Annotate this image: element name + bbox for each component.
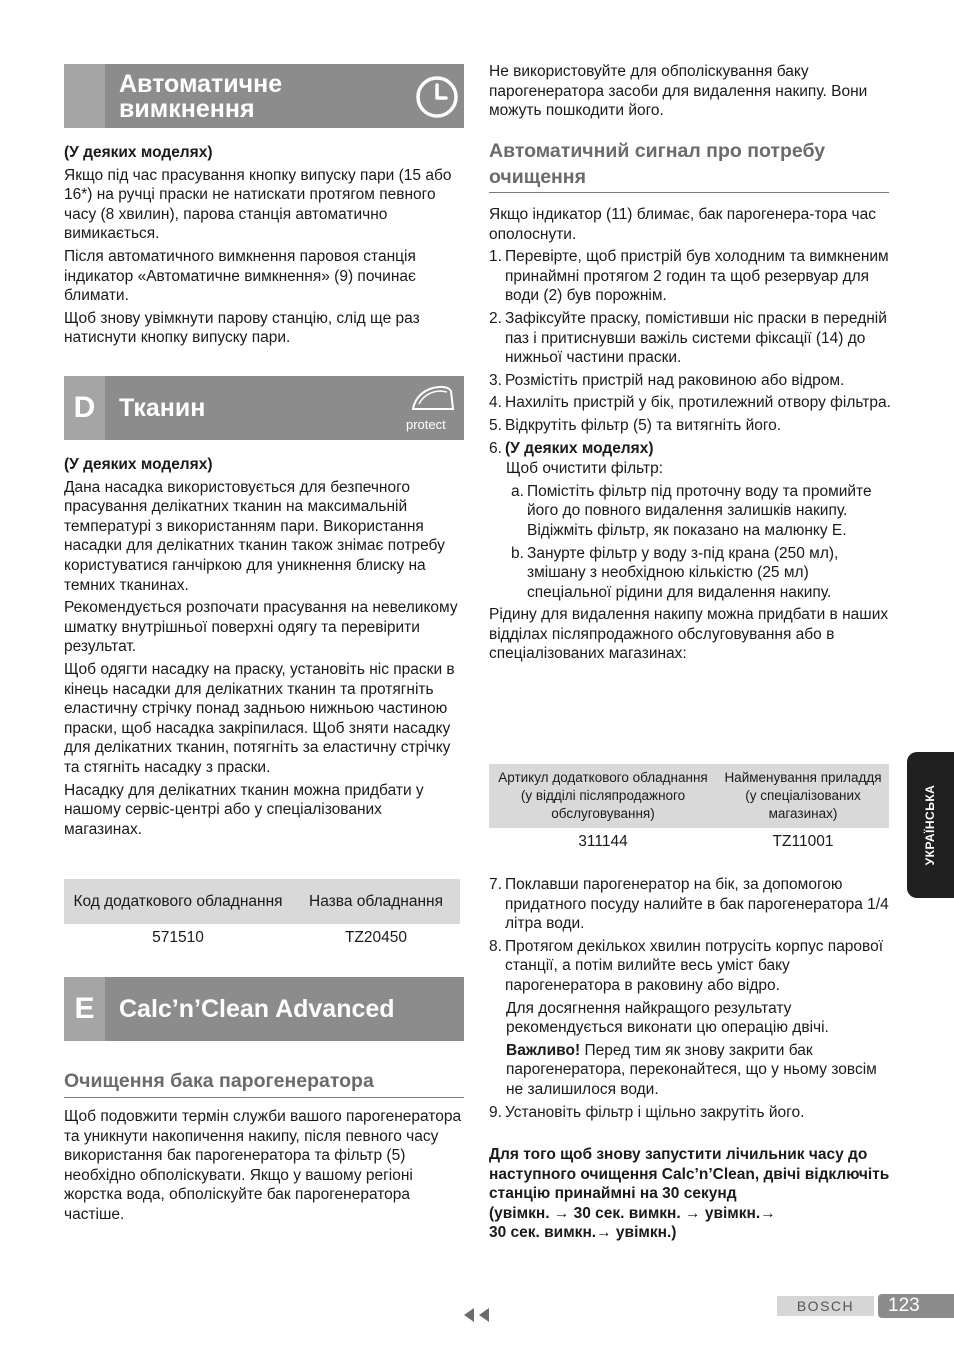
table-header-cell: Код додаткового обладнання [64,879,292,924]
calc-body [64,1107,464,1228]
fabric-body [64,455,464,842]
step-text: Протягом декількох хвилин потрусіть корпус парової станції, а потім вилийте весь уміст баку парогенератора в раковину або відро. [505,937,884,994]
title-line-2: вимкнення [119,95,255,123]
list-item [489,482,891,541]
section-letter: E [74,992,95,1026]
list-item [489,544,891,603]
step-number: 9. [489,1103,502,1121]
steps-block [489,205,891,667]
table-header-cell: Найменування приладдя (у спеціалізованих магазинах) [717,764,889,828]
clock-icon [415,75,459,119]
step-number: 4. [489,394,502,412]
section-header-auto-off [64,64,464,128]
section-title-calc-clean: Calc’n’Clean Advanced [119,995,395,1023]
protect-label: protect [406,417,446,432]
step-text: Помістіть фільтр під проточну воду та промийте його до повного видалення залишків накипу. Відіжміть фільтр, як показано на малюнку E. [527,482,872,539]
step-text: Поклавши парогенератор на бік, за допомогою придатного посуду налийте в бак парогенератора 1/4 літра води. [505,876,889,933]
page-number: 123 [878,1294,954,1318]
step-text: Для досягнення найкращого результату рекомендується виконати цю операцію двічі. [506,999,829,1037]
table-header-cell: Артикул додаткового обладнання (у відділі післяпродажного обслуговування) [489,764,717,828]
auto-off-body [64,143,464,351]
subheading-auto-signal: Автоматичний сигнал про потребу очищення [489,138,889,193]
step-text: Щоб очистити фільтр: [506,460,664,478]
list-item [489,875,891,934]
table-cell: TZ20450 [344,929,408,947]
list-item [489,247,891,306]
section-header-calc-clean [64,977,464,1041]
reset-sequence: (увімкн. → 30 сек. вимкн. → увімкн.→ [489,1204,776,1222]
step-text: Установіть фільтр і щільно закрутіть його. [505,1103,805,1121]
title-line-1: Автоматичне [119,70,283,98]
list-item [489,371,891,391]
paragraph: Якщо індикатор (11) блимає, бак парогенера-тора час ополоснути. [489,206,877,243]
model-note: (У деяких моделях) [64,144,213,161]
step-text: Розмістіть пристрій над раковиною або відром. [505,371,845,389]
reset-text: Для того щоб знову запустити лічильник часу до наступного очищення Calc’n’Clean, двічі відключіть станцію принаймні на 30 секунд [489,1146,890,1203]
step-number: 6. [489,439,502,457]
substep-letter: a. [511,482,524,500]
list-item [489,416,891,436]
brand-label: BOSCH [777,1296,874,1316]
paragraph: Щоб знову увімкнути парову станцію, слід ще раз натиснути кнопку випуску пари. [64,309,420,347]
list-item [489,1103,891,1123]
paragraph: Рідину для видалення накипу можна придбати в наших відділах післяпродажного обслуговування або в спеціалізованих магазинах: [489,606,889,663]
section-header-fabric [64,376,464,440]
table-header-row [64,879,460,924]
model-note: (У деяких моделях) [505,439,654,457]
model-note: (У деяких моделях) [64,456,213,473]
language-tab-label: УКРАЇНСЬКА [922,784,937,866]
step-number: 2. [489,309,502,327]
step-number: 1. [489,248,502,266]
iron-protect-icon [409,383,457,413]
table-header-row [489,764,889,828]
section-title-auto-off [119,72,282,122]
step-text: Нахиліть пристрій у бік, протилежний отвору фільтра. [505,394,891,412]
list-item [489,309,891,368]
paragraph: Після автоматичного вимкнення паровоя станція індикатор «Автоматичне вимкнення» (9) починає блимати. [64,247,416,305]
paragraph: Дана насадка використовується для безпечного прасування делікатних тканин на максимальній температурі з використанням пари. Використання насадки для делікатних тканин також знімає потребу користуватися ганчіркою для уникнення блиску на темних тканинах. [64,478,445,594]
paragraph: Щоб подовжити термін служби вашого парогенератора та уникнути накопичення накипу, після певного часу використання бак парогенератора та фільтр (5) необхідно обполіскувати. Якщо у вашому регіоні жорстка вода, обполіскуйте бак парогенератора частіше. [64,1108,462,1223]
fabric-accessory-table [64,879,460,952]
steps-block-2 [489,875,891,1125]
step-number: 3. [489,371,502,389]
table-cell: 571510 [152,929,204,947]
header-stripe [64,64,105,128]
descaler-accessory-table [489,764,889,856]
step-number: 5. [489,416,502,434]
paragraph: Рекомендується розпочати прасування на невеликому шматку внутрішньої поверхні одягу та перевірити результат. [64,599,458,656]
table-row [64,924,460,952]
step-text: Зафіксуйте праску, помістивши ніс праски в передній паз і притиснувши важіль системи фіксації (14) до нижньої частини праски. [505,309,887,367]
table-cell: TZ11001 [772,833,834,851]
important-note [489,1041,891,1100]
section-letter: D [73,391,96,425]
reset-sequence: 30 сек. вимкн.→ увімкн.) [489,1224,677,1242]
table-row [489,828,889,856]
step-text: Перевірте, щоб пристрій був холодним та вимкненим принаймні протягом 2 годин та щоб резервуар для води (2) був порожнім. [505,248,889,305]
paragraph: Насадку для делікатних тканин можна придбати у нашому сервіс-центрі або у спеціалізованих магазинах. [64,781,424,838]
paragraph: Не використовуйте для обполіскування баку парогенератора засоби для видалення накипу. Вони можуть пошкодити його. [489,63,868,120]
step-number: 7. [489,876,502,893]
step-number: 8. [489,937,502,955]
intro-block [489,62,891,124]
subheading-tank-cleaning: Очищення бака парогенератора [64,1068,464,1098]
substep-letter: b. [511,544,524,562]
double-arrow-left-icon [462,1307,492,1323]
important-label: Важливо! [506,1041,581,1059]
reset-instructions [489,1145,891,1243]
language-tab [907,752,954,898]
list-item [489,937,891,996]
step-text: Занурте фільтр у воду з-під крана (250 мл), змішану з необхідною кількістю (25 мл) спеціальної рідини для видалення накипу. [527,544,839,601]
important-text: Перед тим як знову закрити бак парогенератора, переконайтеся, що у ньому зовсім не залишилося води. [506,1041,877,1098]
section-title-fabric: Тканин [119,394,206,422]
list-item [489,439,891,459]
list-item [489,393,891,413]
paragraph: Щоб одягти насадку на праску, установіть ніс праски в кінець насадки для делікатних тканин та протягніть еластичну стрічку понад задньою нижньою частиною праски, щоб насадка закріпилася. Щоб зняти насадку для делікатних тканин, потягніть за еластичну стрічку та стягніть насадку з праски. [64,660,455,776]
table-cell: 311144 [578,833,628,851]
step-text: Відкрутіть фільтр (5) та витягніть його. [505,416,782,434]
paragraph: Якщо під час прасування кнопку випуску пари (15 або 16*) на ручці праски не натискати протягом певного часу (8 хвилин), парова станція автоматично вимикається. [64,166,452,243]
table-header-cell: Назва обладнання [292,879,460,924]
